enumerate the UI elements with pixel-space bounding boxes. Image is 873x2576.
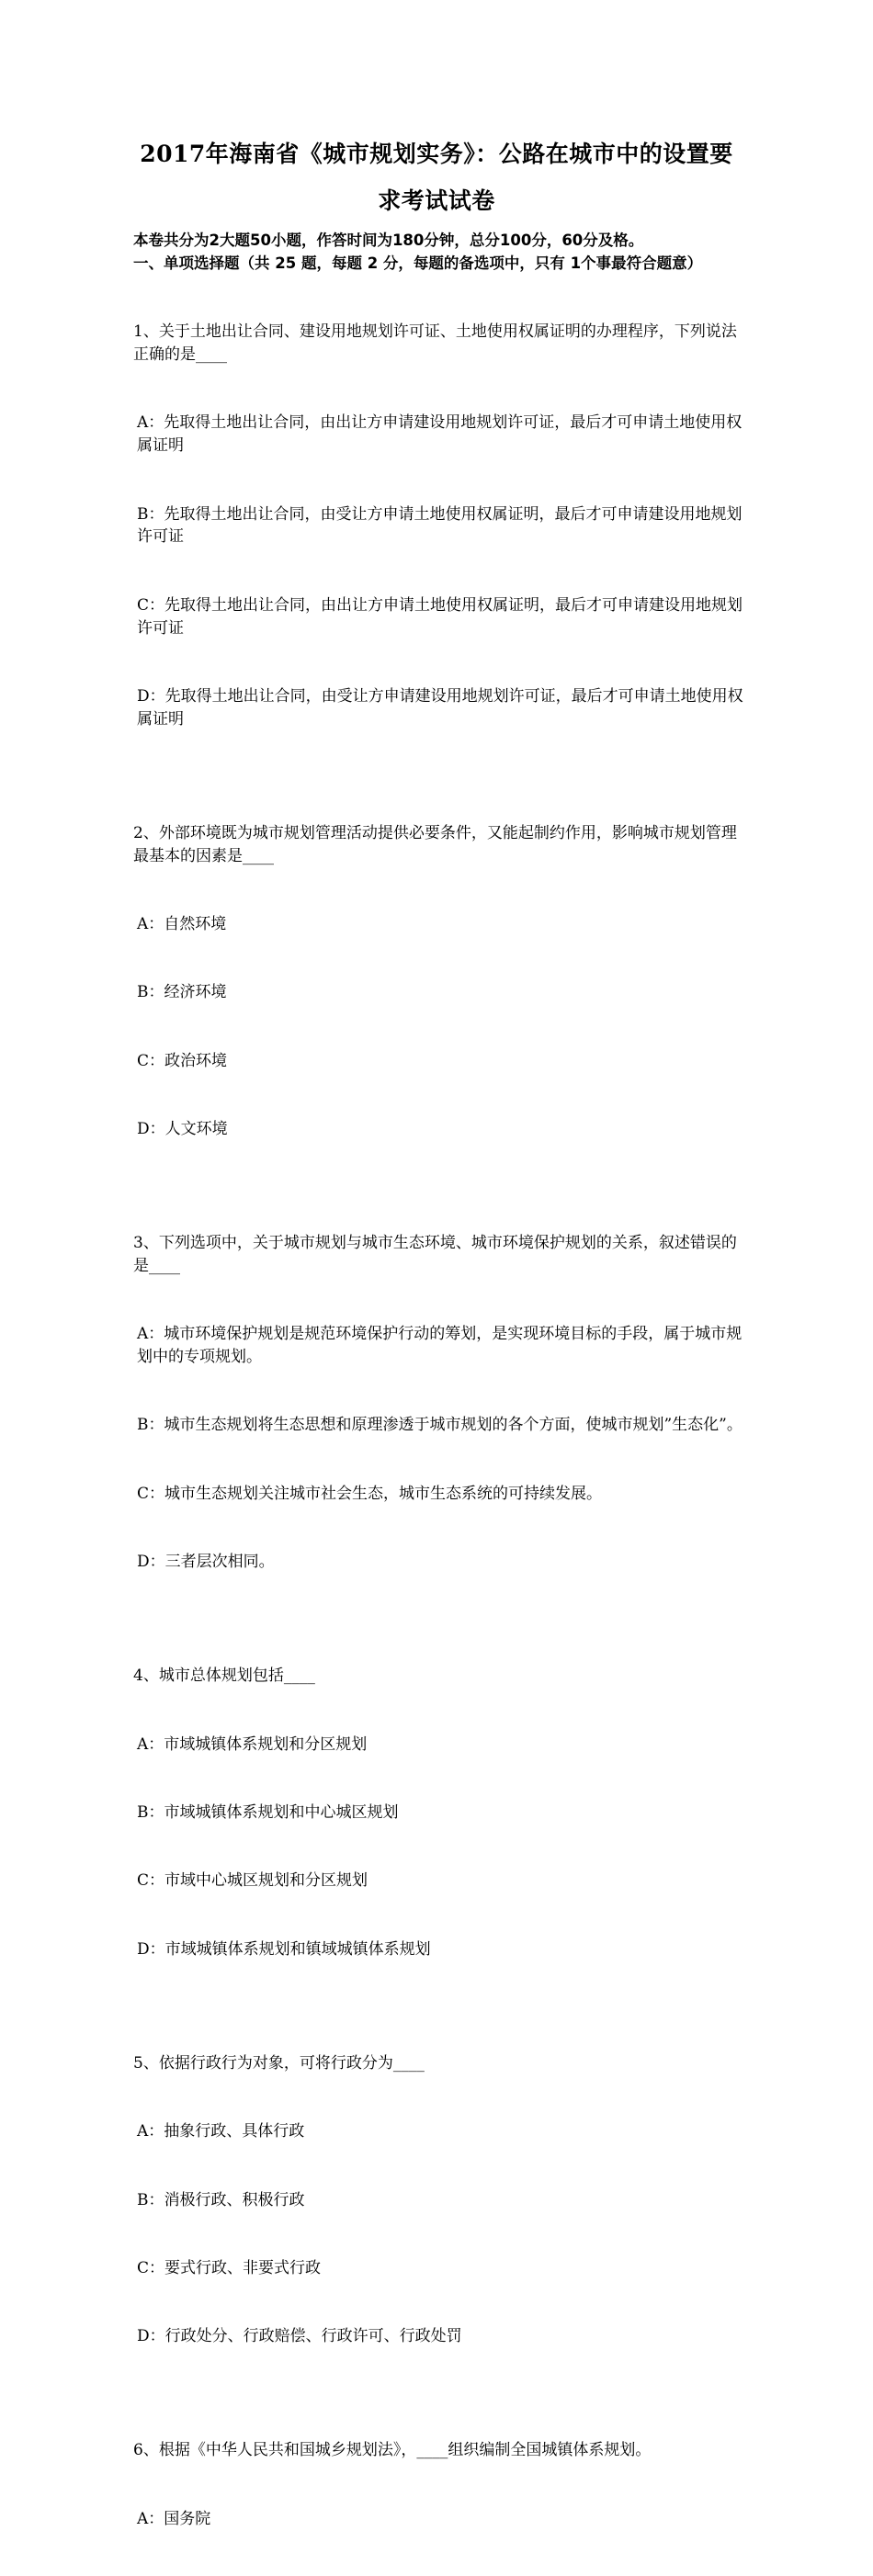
option-a: A：自然环境	[137, 914, 227, 933]
option-c: C：政治环境	[137, 1051, 228, 1070]
option-c: C：先取得土地出让合同，由出让方申请土地使用权属证明，最后才可申请建设用地规划许可证	[137, 595, 743, 638]
question-stem: 3、下列选项中，关于城市规划与城市生态环境、城市环境保护规划的关系，叙述错误的是____	[133, 1234, 737, 1275]
option-c: C：城市生态规划关注城市社会生态，城市生态系统的可持续发展。	[137, 1484, 603, 1503]
question-stem: 2、外部环境既为城市规划管理活动提供必要条件，又能起制约作用，影响城市规划管理最基本的因素是____	[133, 823, 737, 865]
question-3	[133, 1186, 744, 1619]
document-title-line1: 2017年海南省《城市规划实务》：公路在城市中的设置要	[140, 141, 733, 167]
option-a: A：城市环境保护规划是规范环境保护行动的筹划，是实现环境目标的手段，属于城市规划中的专项规划。	[137, 1325, 743, 1367]
document-body	[133, 230, 744, 2576]
question-4	[133, 1620, 744, 2007]
option-a: A：先取得土地出让合同，由出让方申请建设用地规划许可证，最后才可申请土地使用权属证明	[137, 413, 743, 456]
option-a: A：国务院	[137, 2509, 211, 2528]
question-stem: 1、关于土地出让合同、建设用地规划许可证、土地使用权属证明的办理程序，下列说法正确的是____	[133, 322, 737, 364]
option-d: D：市域城镇体系规划和镇域城镇体系规划	[137, 1939, 431, 1959]
option-b: B：城市生态规划将生态思想和原理渗透于城市规划的各个方面，使城市规划”生态化”。	[137, 1416, 743, 1435]
question-6	[133, 2394, 744, 2576]
section-heading: 一、单项选择题（共 25 题，每题 2 分，每题的备选项中，只有 1个事最符合题意）	[133, 254, 703, 272]
question-stem: 5、依据行政行为对象，可将行政分为____	[133, 2053, 425, 2073]
option-c: C：要式行政、非要式行政	[137, 2258, 322, 2277]
option-d: D：人文环境	[137, 1120, 228, 1139]
option-d: D：先取得土地出让合同，由受让方申请建设用地规划许可证，最后才可申请土地使用权属证明	[137, 686, 743, 729]
option-b: B：市域城镇体系规划和中心城区规划	[137, 1802, 399, 1822]
exam-intro: 本卷共分为2大题50小题，作答时间为180分钟，总分100分，60分及格。	[133, 232, 644, 249]
option-a: A：市域城镇体系规划和分区规划	[137, 1734, 368, 1754]
question-1	[133, 276, 744, 777]
option-c: C：市域中心城区规划和分区规划	[137, 1871, 368, 1891]
option-d: D：行政处分、行政赔偿、行政许可、行政处罚	[137, 2327, 462, 2346]
question-2	[133, 776, 744, 1186]
question-stem: 6、根据《中华人民共和国城乡规划法》，____组织编制全国城镇体系规划。	[133, 2441, 652, 2460]
question-5	[133, 2006, 744, 2394]
option-a: A：抽象行政、具体行政	[137, 2122, 305, 2141]
option-b: B：先取得土地出让合同，由受让方申请土地使用权属证明，最后才可申请建设用地规划许可证	[137, 504, 743, 547]
question-stem: 4、城市总体规划包括____	[133, 1666, 315, 1686]
option-d: D：三者层次相同。	[137, 1553, 275, 1572]
document-title-line2: 求考试试卷	[378, 187, 495, 214]
option-b: B：消极行政、积极行政	[137, 2190, 305, 2209]
option-b: B：经济环境	[137, 983, 227, 1002]
